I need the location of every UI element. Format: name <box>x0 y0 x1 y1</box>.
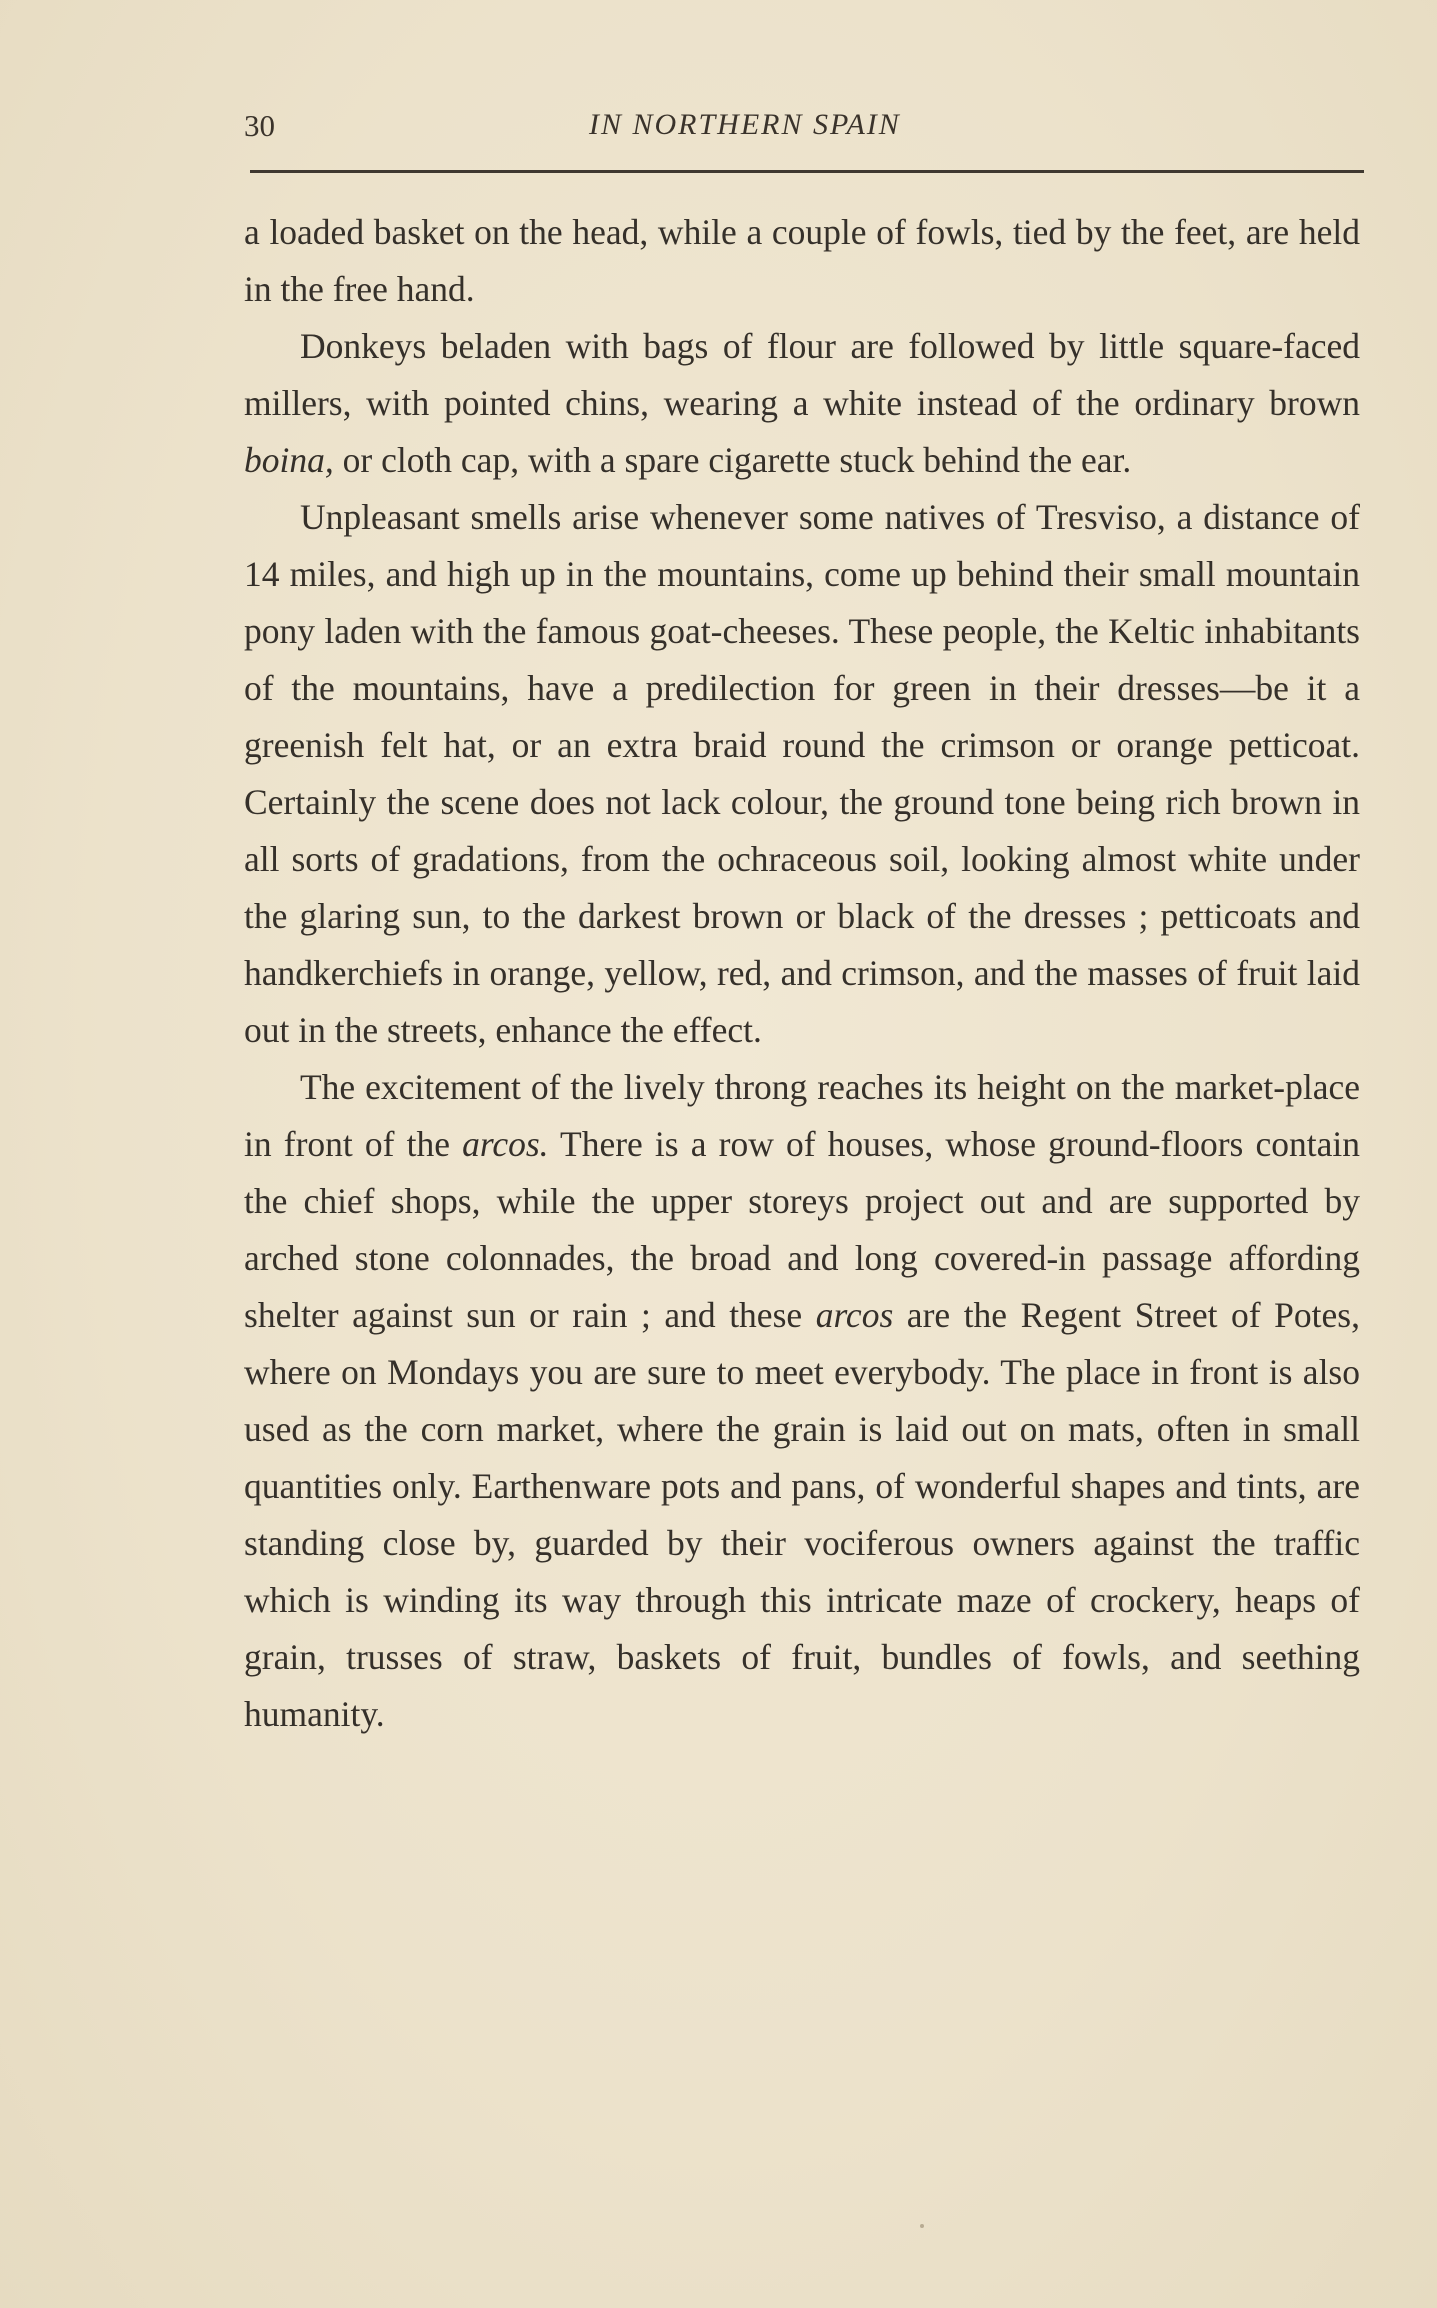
page-header <box>244 104 1364 148</box>
italic-term-arcos-1: arcos. <box>462 1124 549 1164</box>
page-number: 30 <box>244 108 275 143</box>
paragraph-2 <box>244 318 1360 489</box>
italic-term-arcos-2: arcos <box>815 1295 894 1335</box>
paper-speck <box>920 2224 924 2228</box>
paragraph-2-text-a: Donkeys beladen with bags of flour are followed by little square-faced millers, with pointed chins, wearing a white instead of the ordinary brown <box>244 326 1360 423</box>
paragraph-4-text-c: are the Regent Street of Potes, where on Mondays you are sure to meet everybody. The place in front is also used as the corn market, where the grain is laid out on mats, often in small quantities only. Earthenware pots and pans, of wonderful shapes and tints, are standing close by, guarded by their vociferous owners against the traffic which is winding its way through this intricate maze of crockery, heaps of grain, trusses of straw, baskets of fruit, bundles of fowls, and seething humanity. <box>244 1295 1360 1734</box>
header-rule <box>250 170 1364 173</box>
running-title: IN NORTHERN SPAIN <box>589 108 901 141</box>
paragraph-4-text-b: There is a row of houses, whose ground-floors contain the chief shops, while the upper storeys project out and are supported by arched stone colonnades, the broad and long covered-in passage affording shelter against sun or rain ; and these <box>244 1124 1360 1335</box>
italic-term-boina: boina, <box>244 440 334 480</box>
paragraph-1-text: a loaded basket on the head, while a couple of fowls, tied by the feet, are held in the free hand. <box>244 212 1360 309</box>
paragraph-4-text-a: The excitement of the lively throng reaches its height on the market-place in front of the <box>244 1067 1360 1164</box>
paragraph-1 <box>244 204 1360 318</box>
paragraph-3-text: Unpleasant smells arise whenever some natives of Tresviso, a distance of 14 miles, and high up in the mountains, come up behind their small mountain pony laden with the famous goat-cheeses. These people, the Keltic inhabitants of the mountains, have a predilection for green in their dresses—be it a greenish felt hat, or an extra braid round the crimson or orange petticoat. Certainly the scene does not lack colour, the ground tone being rich brown in all sorts of gradations, from the ochraceous soil, looking almost white under the glaring sun, to the darkest brown or black of the dresses ; petticoats and handkerchiefs in orange, yellow, red, and crimson, and the masses of fruit laid out in the streets, enhance the effect. <box>244 497 1360 1050</box>
body-text <box>244 204 1360 1743</box>
paragraph-2-text-b: or cloth cap, with a spare cigarette stuck behind the ear. <box>333 440 1132 480</box>
paragraph-3 <box>244 489 1360 1059</box>
paragraph-4 <box>244 1059 1360 1743</box>
